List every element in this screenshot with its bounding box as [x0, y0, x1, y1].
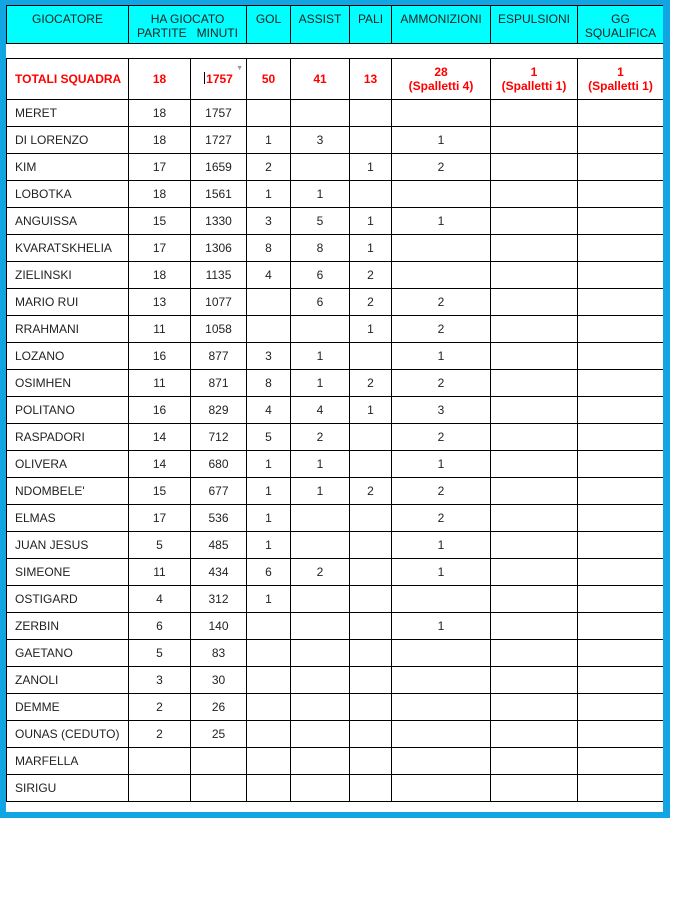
- player-pali-cell[interactable]: [350, 451, 392, 478]
- player-name-cell[interactable]: RASPADORI: [7, 424, 129, 451]
- player-ammonizioni-cell[interactable]: [392, 100, 491, 127]
- player-pali-cell[interactable]: [350, 343, 392, 370]
- header-espulsioni[interactable]: ESPULSIONI: [491, 6, 578, 44]
- table-row: [7, 640, 664, 667]
- player-assist-cell[interactable]: 1: [291, 181, 350, 208]
- player-squalifica-cell[interactable]: [578, 613, 664, 640]
- player-ammonizioni-cell[interactable]: 3: [392, 397, 491, 424]
- player-squalifica-cell[interactable]: [578, 181, 664, 208]
- player-assist-cell[interactable]: 1: [291, 343, 350, 370]
- player-espulsioni-cell[interactable]: [491, 667, 578, 694]
- table-row: [7, 613, 664, 640]
- player-espulsioni-cell[interactable]: [491, 775, 578, 802]
- player-ammonizioni-cell[interactable]: 1: [392, 451, 491, 478]
- player-minuti-cell[interactable]: 1306: [191, 235, 247, 262]
- player-assist-cell[interactable]: [291, 316, 350, 343]
- table-row: [7, 586, 664, 613]
- player-name-cell[interactable]: OUNAS (CEDUTO): [7, 721, 129, 748]
- player-assist-cell[interactable]: [291, 640, 350, 667]
- player-pali-cell[interactable]: [350, 775, 392, 802]
- player-ammonizioni-cell[interactable]: [392, 586, 491, 613]
- player-ammonizioni-cell[interactable]: 1: [392, 559, 491, 586]
- stats-table: [6, 5, 663, 802]
- player-gol-cell[interactable]: [247, 316, 291, 343]
- text-cursor: [204, 72, 205, 84]
- player-gol-cell[interactable]: [247, 667, 291, 694]
- player-espulsioni-cell[interactable]: [491, 721, 578, 748]
- player-minuti-cell[interactable]: 140: [191, 613, 247, 640]
- table-row: [7, 748, 664, 775]
- header-row: [7, 6, 664, 44]
- table-row: [7, 775, 664, 802]
- player-espulsioni-cell[interactable]: [491, 397, 578, 424]
- player-partite-cell[interactable]: 13: [129, 289, 191, 316]
- player-ammonizioni-cell[interactable]: 2: [392, 316, 491, 343]
- player-squalifica-cell[interactable]: [578, 343, 664, 370]
- table-row: [7, 451, 664, 478]
- player-partite-cell[interactable]: 17: [129, 154, 191, 181]
- player-assist-cell[interactable]: 6: [291, 289, 350, 316]
- player-minuti-cell[interactable]: 1135: [191, 262, 247, 289]
- player-name-cell[interactable]: RRAHMANI: [7, 316, 129, 343]
- player-squalifica-cell[interactable]: [578, 478, 664, 505]
- player-name-cell[interactable]: ZERBIN: [7, 613, 129, 640]
- player-pali-cell[interactable]: 2: [350, 289, 392, 316]
- player-assist-cell[interactable]: [291, 694, 350, 721]
- player-partite-cell[interactable]: [129, 748, 191, 775]
- table-row: [7, 181, 664, 208]
- player-espulsioni-cell[interactable]: [491, 532, 578, 559]
- player-pali-cell[interactable]: [350, 181, 392, 208]
- player-pali-cell[interactable]: [350, 667, 392, 694]
- table-row: [7, 127, 664, 154]
- player-partite-cell[interactable]: 11: [129, 370, 191, 397]
- player-partite-cell[interactable]: 17: [129, 505, 191, 532]
- player-gol-cell[interactable]: 1: [247, 127, 291, 154]
- table-row: [7, 316, 664, 343]
- player-partite-cell[interactable]: 5: [129, 532, 191, 559]
- player-assist-cell[interactable]: 1: [291, 478, 350, 505]
- player-minuti-cell[interactable]: 877: [191, 343, 247, 370]
- player-espulsioni-cell[interactable]: [491, 235, 578, 262]
- player-minuti-cell[interactable]: 1330: [191, 208, 247, 235]
- header-assist[interactable]: ASSIST: [291, 6, 350, 44]
- player-pali-cell[interactable]: 2: [350, 478, 392, 505]
- player-pali-cell[interactable]: 2: [350, 370, 392, 397]
- player-gol-cell[interactable]: [247, 613, 291, 640]
- player-minuti-cell[interactable]: 677: [191, 478, 247, 505]
- player-ammonizioni-cell[interactable]: 1: [392, 613, 491, 640]
- player-espulsioni-cell[interactable]: [491, 748, 578, 775]
- player-name-cell[interactable]: OSTIGARD: [7, 586, 129, 613]
- player-espulsioni-cell[interactable]: [491, 181, 578, 208]
- header-gg-squalifica[interactable]: GG SQUALIFICA: [578, 6, 664, 44]
- player-name-cell[interactable]: MARIO RUI: [7, 289, 129, 316]
- player-minuti-cell[interactable]: 1757: [191, 100, 247, 127]
- player-pali-cell[interactable]: [350, 586, 392, 613]
- header-ha-giocato-line1: HA GIOCATO: [150, 12, 225, 26]
- table-row: [7, 289, 664, 316]
- header-ha-giocato[interactable]: [129, 6, 247, 44]
- table-row: [7, 694, 664, 721]
- player-minuti-cell[interactable]: 1077: [191, 289, 247, 316]
- player-name-cell[interactable]: OLIVERA: [7, 451, 129, 478]
- player-ammonizioni-cell[interactable]: 2: [392, 505, 491, 532]
- totals-name[interactable]: TOTALI SQUADRA: [7, 59, 129, 100]
- table-row: [7, 532, 664, 559]
- player-gol-cell[interactable]: [247, 694, 291, 721]
- player-espulsioni-cell[interactable]: [491, 451, 578, 478]
- player-gol-cell[interactable]: 1: [247, 532, 291, 559]
- player-minuti-cell[interactable]: 1659: [191, 154, 247, 181]
- player-ammonizioni-cell[interactable]: [392, 721, 491, 748]
- player-espulsioni-cell[interactable]: [491, 100, 578, 127]
- player-name-cell[interactable]: DEMME: [7, 694, 129, 721]
- player-squalifica-cell[interactable]: [578, 262, 664, 289]
- player-pali-cell[interactable]: [350, 613, 392, 640]
- table-row: [7, 505, 664, 532]
- table-row: [7, 478, 664, 505]
- player-gol-cell[interactable]: 3: [247, 343, 291, 370]
- player-pali-cell[interactable]: 1: [350, 316, 392, 343]
- player-squalifica-cell[interactable]: [578, 559, 664, 586]
- player-pali-cell[interactable]: [350, 127, 392, 154]
- player-minuti-cell[interactable]: 871: [191, 370, 247, 397]
- player-partite-cell[interactable]: 16: [129, 343, 191, 370]
- player-ammonizioni-cell[interactable]: [392, 181, 491, 208]
- player-name-cell[interactable]: KVARATSKHELIA: [7, 235, 129, 262]
- player-squalifica-cell[interactable]: [578, 208, 664, 235]
- player-pali-cell[interactable]: 1: [350, 397, 392, 424]
- player-pali-cell[interactable]: 1: [350, 208, 392, 235]
- table-row: [7, 559, 664, 586]
- player-ammonizioni-cell[interactable]: 1: [392, 208, 491, 235]
- player-gol-cell[interactable]: [247, 775, 291, 802]
- player-minuti-cell[interactable]: [191, 775, 247, 802]
- player-partite-cell[interactable]: 15: [129, 208, 191, 235]
- player-partite-cell[interactable]: 11: [129, 316, 191, 343]
- player-minuti-cell[interactable]: 312: [191, 586, 247, 613]
- player-name-cell[interactable]: ANGUISSA: [7, 208, 129, 235]
- player-assist-cell[interactable]: 2: [291, 559, 350, 586]
- player-minuti-cell[interactable]: 83: [191, 640, 247, 667]
- player-name-cell[interactable]: LOBOTKA: [7, 181, 129, 208]
- totals-partite[interactable]: 18: [129, 59, 191, 100]
- player-squalifica-cell[interactable]: [578, 451, 664, 478]
- player-assist-cell[interactable]: [291, 721, 350, 748]
- player-espulsioni-cell[interactable]: [491, 127, 578, 154]
- player-ammonizioni-cell[interactable]: [392, 667, 491, 694]
- player-ammonizioni-cell[interactable]: 2: [392, 478, 491, 505]
- totals-row: [7, 59, 664, 100]
- player-squalifica-cell[interactable]: [578, 235, 664, 262]
- totals-minuti: 1757: [206, 72, 233, 86]
- player-name-cell[interactable]: GAETANO: [7, 640, 129, 667]
- player-name-cell[interactable]: POLITANO: [7, 397, 129, 424]
- player-squalifica-cell[interactable]: [578, 532, 664, 559]
- player-minuti-cell[interactable]: 680: [191, 451, 247, 478]
- player-gol-cell[interactable]: 2: [247, 154, 291, 181]
- player-name-cell[interactable]: MERET: [7, 100, 129, 127]
- player-partite-cell[interactable]: 11: [129, 559, 191, 586]
- player-name-cell[interactable]: OSIMHEN: [7, 370, 129, 397]
- player-name-cell[interactable]: ZANOLI: [7, 667, 129, 694]
- player-pali-cell[interactable]: [350, 424, 392, 451]
- player-assist-cell[interactable]: [291, 667, 350, 694]
- player-assist-cell[interactable]: 3: [291, 127, 350, 154]
- player-squalifica-cell[interactable]: [578, 289, 664, 316]
- player-assist-cell[interactable]: [291, 748, 350, 775]
- player-ammonizioni-cell[interactable]: [392, 640, 491, 667]
- filter-dropdown-icon[interactable]: ▼: [236, 65, 243, 72]
- player-assist-cell[interactable]: [291, 505, 350, 532]
- player-gol-cell[interactable]: 1: [247, 505, 291, 532]
- player-squalifica-cell[interactable]: [578, 505, 664, 532]
- player-partite-cell[interactable]: 2: [129, 721, 191, 748]
- player-minuti-cell[interactable]: 26: [191, 694, 247, 721]
- player-partite-cell[interactable]: 4: [129, 586, 191, 613]
- player-gol-cell[interactable]: 3: [247, 208, 291, 235]
- totals-minuti-cell[interactable]: [191, 59, 247, 100]
- player-assist-cell[interactable]: 1: [291, 370, 350, 397]
- header-gol[interactable]: GOL: [247, 6, 291, 44]
- player-pali-cell[interactable]: [350, 505, 392, 532]
- player-assist-cell[interactable]: 1: [291, 451, 350, 478]
- player-name-cell[interactable]: ELMAS: [7, 505, 129, 532]
- player-espulsioni-cell[interactable]: [491, 559, 578, 586]
- player-espulsioni-cell[interactable]: [491, 343, 578, 370]
- player-pali-cell[interactable]: 2: [350, 262, 392, 289]
- player-ammonizioni-cell[interactable]: 1: [392, 127, 491, 154]
- player-minuti-cell[interactable]: 485: [191, 532, 247, 559]
- player-pali-cell[interactable]: 1: [350, 235, 392, 262]
- table-row: [7, 154, 664, 181]
- player-gol-cell[interactable]: 8: [247, 235, 291, 262]
- player-minuti-cell[interactable]: 434: [191, 559, 247, 586]
- player-squalifica-cell[interactable]: [578, 586, 664, 613]
- player-name-cell[interactable]: KIM: [7, 154, 129, 181]
- player-gol-cell[interactable]: [247, 100, 291, 127]
- player-assist-cell[interactable]: [291, 100, 350, 127]
- player-squalifica-cell[interactable]: [578, 667, 664, 694]
- player-gol-cell[interactable]: 4: [247, 397, 291, 424]
- player-pali-cell[interactable]: [350, 694, 392, 721]
- player-gol-cell[interactable]: [247, 721, 291, 748]
- player-espulsioni-cell[interactable]: [491, 262, 578, 289]
- player-assist-cell[interactable]: [291, 586, 350, 613]
- player-espulsioni-cell[interactable]: [491, 640, 578, 667]
- player-partite-cell[interactable]: 5: [129, 640, 191, 667]
- player-ammonizioni-cell[interactable]: 1: [392, 532, 491, 559]
- player-squalifica-cell[interactable]: [578, 397, 664, 424]
- player-gol-cell[interactable]: 4: [247, 262, 291, 289]
- player-gol-cell[interactable]: 6: [247, 559, 291, 586]
- player-minuti-cell[interactable]: 1561: [191, 181, 247, 208]
- player-ammonizioni-cell[interactable]: [392, 694, 491, 721]
- player-partite-cell[interactable]: 18: [129, 127, 191, 154]
- header-giocatore[interactable]: GIOCATORE: [7, 6, 129, 44]
- player-minuti-cell[interactable]: 1058: [191, 316, 247, 343]
- player-partite-cell[interactable]: 17: [129, 235, 191, 262]
- player-squalifica-cell[interactable]: [578, 424, 664, 451]
- player-pali-cell[interactable]: [350, 748, 392, 775]
- player-partite-cell[interactable]: [129, 775, 191, 802]
- player-squalifica-cell[interactable]: [578, 721, 664, 748]
- player-minuti-cell[interactable]: 829: [191, 397, 247, 424]
- table-row: [7, 424, 664, 451]
- table-row: [7, 262, 664, 289]
- player-name-cell[interactable]: MARFELLA: [7, 748, 129, 775]
- player-espulsioni-cell[interactable]: [491, 478, 578, 505]
- table-row: [7, 397, 664, 424]
- player-assist-cell[interactable]: 5: [291, 208, 350, 235]
- player-gol-cell[interactable]: 5: [247, 424, 291, 451]
- table-row: [7, 370, 664, 397]
- player-name-cell[interactable]: LOZANO: [7, 343, 129, 370]
- player-partite-cell[interactable]: 2: [129, 694, 191, 721]
- player-espulsioni-cell[interactable]: [491, 208, 578, 235]
- player-gol-cell[interactable]: [247, 748, 291, 775]
- player-squalifica-cell[interactable]: [578, 370, 664, 397]
- player-gol-cell[interactable]: 8: [247, 370, 291, 397]
- player-pali-cell[interactable]: [350, 721, 392, 748]
- totals-squalifica[interactable]: 1 (Spalletti 1): [578, 59, 664, 100]
- table-row: [7, 100, 664, 127]
- player-pali-cell[interactable]: [350, 640, 392, 667]
- player-ammonizioni-cell[interactable]: 2: [392, 424, 491, 451]
- player-espulsioni-cell[interactable]: [491, 586, 578, 613]
- table-row: [7, 208, 664, 235]
- player-espulsioni-cell[interactable]: [491, 370, 578, 397]
- player-espulsioni-cell[interactable]: [491, 316, 578, 343]
- header-ammonizioni[interactable]: AMMONIZIONI: [392, 6, 491, 44]
- player-ammonizioni-cell[interactable]: [392, 775, 491, 802]
- player-squalifica-cell[interactable]: [578, 640, 664, 667]
- player-ammonizioni-cell[interactable]: 1: [392, 343, 491, 370]
- spreadsheet: [6, 5, 663, 812]
- player-squalifica-cell[interactable]: [578, 154, 664, 181]
- player-partite-cell[interactable]: 14: [129, 451, 191, 478]
- player-name-cell[interactable]: SIRIGU: [7, 775, 129, 802]
- player-name-cell[interactable]: NDOMBELE': [7, 478, 129, 505]
- player-pali-cell[interactable]: [350, 559, 392, 586]
- table-row: [7, 721, 664, 748]
- player-pali-cell[interactable]: [350, 532, 392, 559]
- player-squalifica-cell[interactable]: [578, 316, 664, 343]
- player-assist-cell[interactable]: 8: [291, 235, 350, 262]
- player-gol-cell[interactable]: 1: [247, 478, 291, 505]
- player-pali-cell[interactable]: 1: [350, 154, 392, 181]
- player-partite-cell[interactable]: 18: [129, 181, 191, 208]
- player-partite-cell[interactable]: 6: [129, 613, 191, 640]
- totals-assist[interactable]: 41: [291, 59, 350, 100]
- player-espulsioni-cell[interactable]: [491, 694, 578, 721]
- player-assist-cell[interactable]: 4: [291, 397, 350, 424]
- totals-ammonizioni[interactable]: 28 (Spalletti 4): [392, 59, 491, 100]
- player-assist-cell[interactable]: 2: [291, 424, 350, 451]
- player-ammonizioni-cell[interactable]: 2: [392, 154, 491, 181]
- player-minuti-cell[interactable]: 712: [191, 424, 247, 451]
- player-partite-cell[interactable]: 18: [129, 262, 191, 289]
- player-gol-cell[interactable]: 1: [247, 181, 291, 208]
- player-name-cell[interactable]: JUAN JESUS: [7, 532, 129, 559]
- player-assist-cell[interactable]: [291, 532, 350, 559]
- player-minuti-cell[interactable]: 1727: [191, 127, 247, 154]
- player-squalifica-cell[interactable]: [578, 775, 664, 802]
- table-row: [7, 343, 664, 370]
- player-partite-cell[interactable]: 15: [129, 478, 191, 505]
- player-minuti-cell[interactable]: 25: [191, 721, 247, 748]
- player-partite-cell[interactable]: 16: [129, 397, 191, 424]
- player-espulsioni-cell[interactable]: [491, 613, 578, 640]
- player-squalifica-cell[interactable]: [578, 748, 664, 775]
- totals-pali[interactable]: 13: [350, 59, 392, 100]
- table-row: [7, 667, 664, 694]
- player-espulsioni-cell[interactable]: [491, 424, 578, 451]
- player-assist-cell[interactable]: [291, 154, 350, 181]
- player-name-cell[interactable]: ZIELINSKI: [7, 262, 129, 289]
- player-assist-cell[interactable]: 6: [291, 262, 350, 289]
- table-row: [7, 235, 664, 262]
- player-partite-cell[interactable]: 18: [129, 100, 191, 127]
- player-gol-cell[interactable]: [247, 640, 291, 667]
- player-ammonizioni-cell[interactable]: [392, 262, 491, 289]
- player-minuti-cell[interactable]: 30: [191, 667, 247, 694]
- player-partite-cell[interactable]: 14: [129, 424, 191, 451]
- player-squalifica-cell[interactable]: [578, 127, 664, 154]
- header-ha-giocato-line2: PARTITE MINUTI: [137, 26, 238, 40]
- player-squalifica-cell[interactable]: [578, 694, 664, 721]
- player-partite-cell[interactable]: 3: [129, 667, 191, 694]
- player-espulsioni-cell[interactable]: [491, 289, 578, 316]
- player-gol-cell[interactable]: [247, 289, 291, 316]
- player-gol-cell[interactable]: 1: [247, 451, 291, 478]
- player-minuti-cell[interactable]: 536: [191, 505, 247, 532]
- totals-gol[interactable]: 50: [247, 59, 291, 100]
- player-minuti-cell[interactable]: [191, 748, 247, 775]
- player-espulsioni-cell[interactable]: [491, 505, 578, 532]
- player-assist-cell[interactable]: [291, 775, 350, 802]
- player-name-cell[interactable]: SIMEONE: [7, 559, 129, 586]
- header-pali[interactable]: PALI: [350, 6, 392, 44]
- player-ammonizioni-cell[interactable]: 2: [392, 289, 491, 316]
- player-ammonizioni-cell[interactable]: 2: [392, 370, 491, 397]
- player-pali-cell[interactable]: [350, 100, 392, 127]
- player-name-cell[interactable]: DI LORENZO: [7, 127, 129, 154]
- player-espulsioni-cell[interactable]: [491, 154, 578, 181]
- player-squalifica-cell[interactable]: [578, 100, 664, 127]
- player-ammonizioni-cell[interactable]: [392, 235, 491, 262]
- totals-espulsioni[interactable]: 1 (Spalletti 1): [491, 59, 578, 100]
- spacer-row: [7, 44, 664, 59]
- player-gol-cell[interactable]: 1: [247, 586, 291, 613]
- player-assist-cell[interactable]: [291, 613, 350, 640]
- player-ammonizioni-cell[interactable]: [392, 748, 491, 775]
